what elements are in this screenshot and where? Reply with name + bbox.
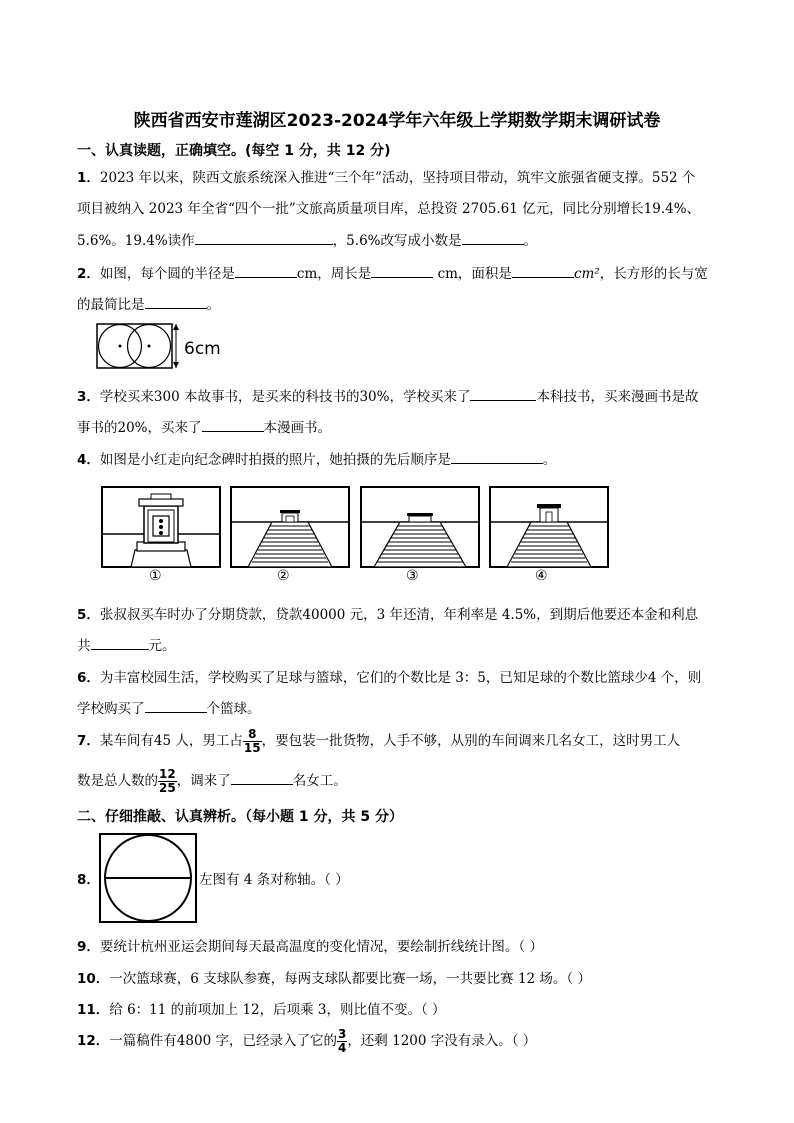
question-1-line-2: 项目被纳入 2023 年全省“四个一批”文旅高质量项目库，总投资 2705.61 亿元，同比分别增长19.4%、 — [77, 201, 701, 217]
answer-blank[interactable] — [145, 698, 207, 713]
question-text: ，要包装一批货物，人手不够，从别的车间调来几名女工，这时男工人 — [261, 733, 681, 749]
photo-label-2: ② — [277, 568, 290, 584]
monument-photo-2 — [230, 486, 350, 568]
question-text: ，5.6%改写成小数是 — [332, 233, 462, 249]
question-text: 某车间有45 人，男工占 — [99, 733, 243, 749]
answer-blank[interactable] — [235, 263, 297, 278]
question-text: 本漫画书。 — [263, 420, 332, 436]
question-text: 学校买来300 本故事书，是买来的科技书的30%，学校买来了 — [99, 389, 471, 405]
question-text: 的最简比是 — [77, 297, 145, 313]
question-11 — [77, 998, 446, 1018]
question-6-line-2 — [77, 697, 261, 717]
question-text: 个篮球。 — [206, 701, 261, 717]
numerator: 3 — [337, 1027, 347, 1041]
answer-blank[interactable] — [451, 449, 543, 464]
question-text: cm，面积是 — [433, 266, 512, 282]
question-text: cm，周长是 — [296, 266, 372, 282]
question-text: 如图，每个圆的半径是 — [99, 266, 235, 282]
circle-in-square-figure — [99, 833, 199, 925]
question-number: 1． — [77, 170, 100, 186]
monument-photo-3 — [360, 486, 480, 568]
question-number: 5． — [77, 607, 100, 623]
question-number: 7． — [77, 733, 100, 749]
question-1-line-3 — [77, 229, 537, 249]
page-title: 陕西省西安市莲湖区2023-2024学年六年级上学期数学期末调研试卷 — [133, 111, 661, 131]
question-2-line-1 — [77, 262, 708, 282]
question-number: 6． — [77, 670, 100, 686]
question-number: 3． — [77, 389, 100, 405]
answer-blank[interactable] — [145, 294, 207, 309]
fraction-3-4 — [337, 1028, 347, 1055]
question-12 — [77, 1028, 536, 1055]
answer-blank[interactable] — [470, 386, 536, 401]
question-number: 8． — [77, 872, 100, 888]
question-text: ，调来了 — [176, 773, 231, 789]
section-2-heading: 二、仔细推敲、认真辨析。（每小题 1 分，共 5 分） — [77, 809, 403, 825]
question-7-line-2 — [77, 768, 347, 795]
question-5-line-1 — [77, 603, 698, 623]
question-6-line-1 — [77, 666, 701, 686]
question-number: 4． — [77, 452, 100, 468]
question-text: 数是总人数的 — [77, 773, 158, 789]
figure-dimension-label: 6cm — [184, 339, 221, 359]
question-number: 2． — [77, 266, 100, 282]
answer-blank[interactable] — [512, 263, 574, 278]
answer-blank[interactable] — [462, 230, 524, 245]
question-10 — [77, 967, 591, 987]
question-number: 9． — [77, 939, 100, 955]
question-text: 如图是小红走向纪念碑时拍摄的照片，她拍摄的先后顺序是 — [99, 452, 451, 468]
photo-label-4: ④ — [535, 568, 548, 584]
question-number: 11． — [77, 1002, 110, 1018]
answer-blank[interactable] — [371, 263, 433, 278]
question-text: 共 — [77, 638, 91, 654]
question-text: 5.6%。19.4%读作 — [77, 233, 195, 249]
denominator: 15 — [243, 741, 261, 755]
question-text: ，还剩 1200 字没有录入。（ ） — [347, 1033, 537, 1049]
monument-photo-1 — [101, 486, 221, 568]
answer-blank[interactable] — [91, 635, 149, 650]
question-3-line-2 — [77, 416, 331, 436]
question-2-line-2 — [77, 293, 220, 313]
question-text: ，长方形的长与宽 — [599, 266, 708, 282]
question-text: 为丰富校园生活，学校购买了足球与篮球，它们的个数比是 3：5，已知足球的个数比篮球少4 个，则 — [99, 670, 702, 686]
answer-blank[interactable] — [202, 417, 264, 432]
unit-label: cm² — [573, 266, 600, 282]
question-text: 。 — [206, 297, 220, 313]
denominator: 4 — [337, 1041, 347, 1055]
question-3-line-1 — [77, 385, 698, 405]
monument-photo-4 — [489, 486, 609, 568]
question-text: 一篇稿件有4800 字，已经录入了它的 — [109, 1033, 337, 1049]
question-text: 元。 — [148, 638, 176, 654]
question-text: 一次篮球赛，6 支球队参赛，每两支球队都要比赛一场，一共要比赛 12 场。（ ） — [109, 971, 591, 987]
question-text: 给 6：11 的前项加上 12，后项乘 3，则比值不变。（ ） — [109, 1002, 446, 1018]
question-4-line-1 — [77, 448, 556, 468]
question-text: 2023 年以来，陕西文旅系统深入推进“三个年”活动，坚持项目带动，筑牢文旅强省硬支撑。552 个 — [99, 170, 696, 186]
question-text: 。 — [523, 233, 537, 249]
question-number: 10． — [77, 971, 110, 987]
question-text: 张叔叔买车时办了分期贷款，贷款40000 元，3 年还清，年利率是 4.5%，到期后他要还本金和利息 — [99, 607, 699, 623]
question-number: 12． — [77, 1033, 110, 1049]
fraction-8-15 — [243, 728, 262, 755]
fraction-12-25 — [158, 768, 177, 795]
section-1-heading: 一、认真读题，正确填空。(每空 1 分，共 12 分) — [77, 143, 391, 159]
question-text: 要统计杭州亚运会期间每天最高温度的变化情况，要绘制折线统计图。（ ） — [99, 939, 543, 955]
question-text: 本科技书，买来漫画书是故 — [536, 389, 699, 405]
question-5-line-2 — [77, 634, 176, 654]
question-text: 。 — [542, 452, 557, 468]
question-9 — [77, 935, 543, 955]
question-8-text: 左图有 4 条对称轴。（ ） — [199, 872, 349, 888]
numerator: 8 — [243, 728, 262, 742]
circles-in-rectangle-figure — [96, 321, 186, 373]
question-8-number — [77, 868, 100, 888]
photo-label-1: ① — [149, 568, 162, 584]
photo-label-3: ③ — [406, 568, 419, 584]
question-text: 名女工。 — [292, 773, 347, 789]
question-text: 事书的20%，买来了 — [77, 420, 202, 436]
question-text: 学校购买了 — [77, 701, 145, 717]
question-1-line-1 — [77, 166, 695, 186]
answer-blank[interactable] — [195, 230, 333, 245]
question-7-line-1 — [77, 728, 680, 755]
numerator: 12 — [159, 767, 176, 781]
answer-blank[interactable] — [231, 770, 293, 785]
denominator: 25 — [159, 781, 176, 795]
